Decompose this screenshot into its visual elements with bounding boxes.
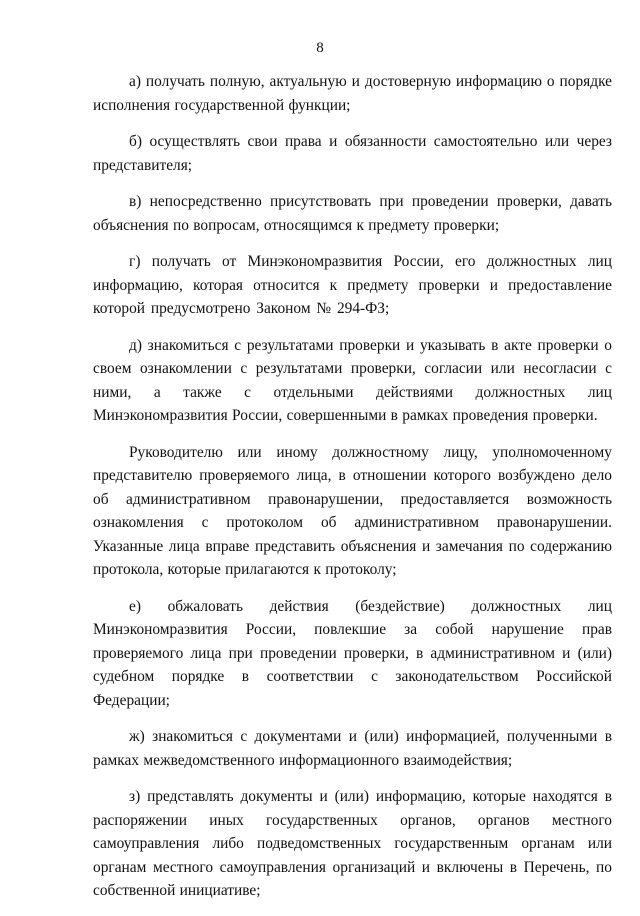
- paragraph-v-attend-inspection: в) непосредственно присутствовать при проведении проверки, давать объяснения по вопросам, относящимся к предмету проверки;: [93, 193, 612, 234]
- paragraph-protocol-review: Руководителю или иному должностному лицу, уполномоченному представителю проверяемого лица, в отношении которого возбуждено дело об административном правонарушении, предоставляется возможность ознакомления с протоколом об административном правонарушении. Указанные лица вправе представить объяснения и замечания по содержанию протокола, которые прилагаются к протоколу;: [93, 443, 612, 578]
- paragraph-d-review-results: д) знакомиться с результатами проверки и указывать в акте проверки о своем ознакомлении с результатами проверки, согласии или несогласии с ними, а также с отдельными действиями должностных лиц Минэкономразвития России, совершенными в рамках проведения проверки.: [93, 336, 612, 424]
- paragraph-e-appeal: е) обжаловать действия (бездействие) должностных лиц Минэкономразвития России, повлекшие за собой нарушение прав проверяемого лица при проведении проверки, в административном и (или) судебном порядке в соответствии с законодательством Российской Федерации;: [93, 597, 612, 709]
- paragraph-b-exercise-rights: б) осуществлять свои права и обязанности самостоятельно или через представителя;: [93, 133, 612, 174]
- paragraph-a-right-to-information: а) получать полную, актуальную и достоверную информацию о порядке исполнения государственной функции;: [93, 73, 612, 114]
- page-number: 8: [316, 40, 324, 56]
- paragraph-z-submit-documents: з) представлять документы и (или) информацию, которые находятся в распоряжении иных государственных органов, органов местного самоуправления либо подведомственных государственным органам или органам местного самоуправления организаций и включены в Перечень, по собственной инициативе;: [93, 788, 612, 899]
- paragraph-zh-review-documents: ж) знакомиться с документами и (или) информацией, полученными в рамках межведомственного информационного взаимодействия;: [93, 728, 612, 769]
- document-body: [93, 70, 612, 916]
- paragraph-g-receive-information: г) получать от Минэкономразвития России, его должностных лиц информацию, которая относится к предмету проверки и предоставление которой предусмотрено Законом № 294-ФЗ;: [93, 253, 612, 317]
